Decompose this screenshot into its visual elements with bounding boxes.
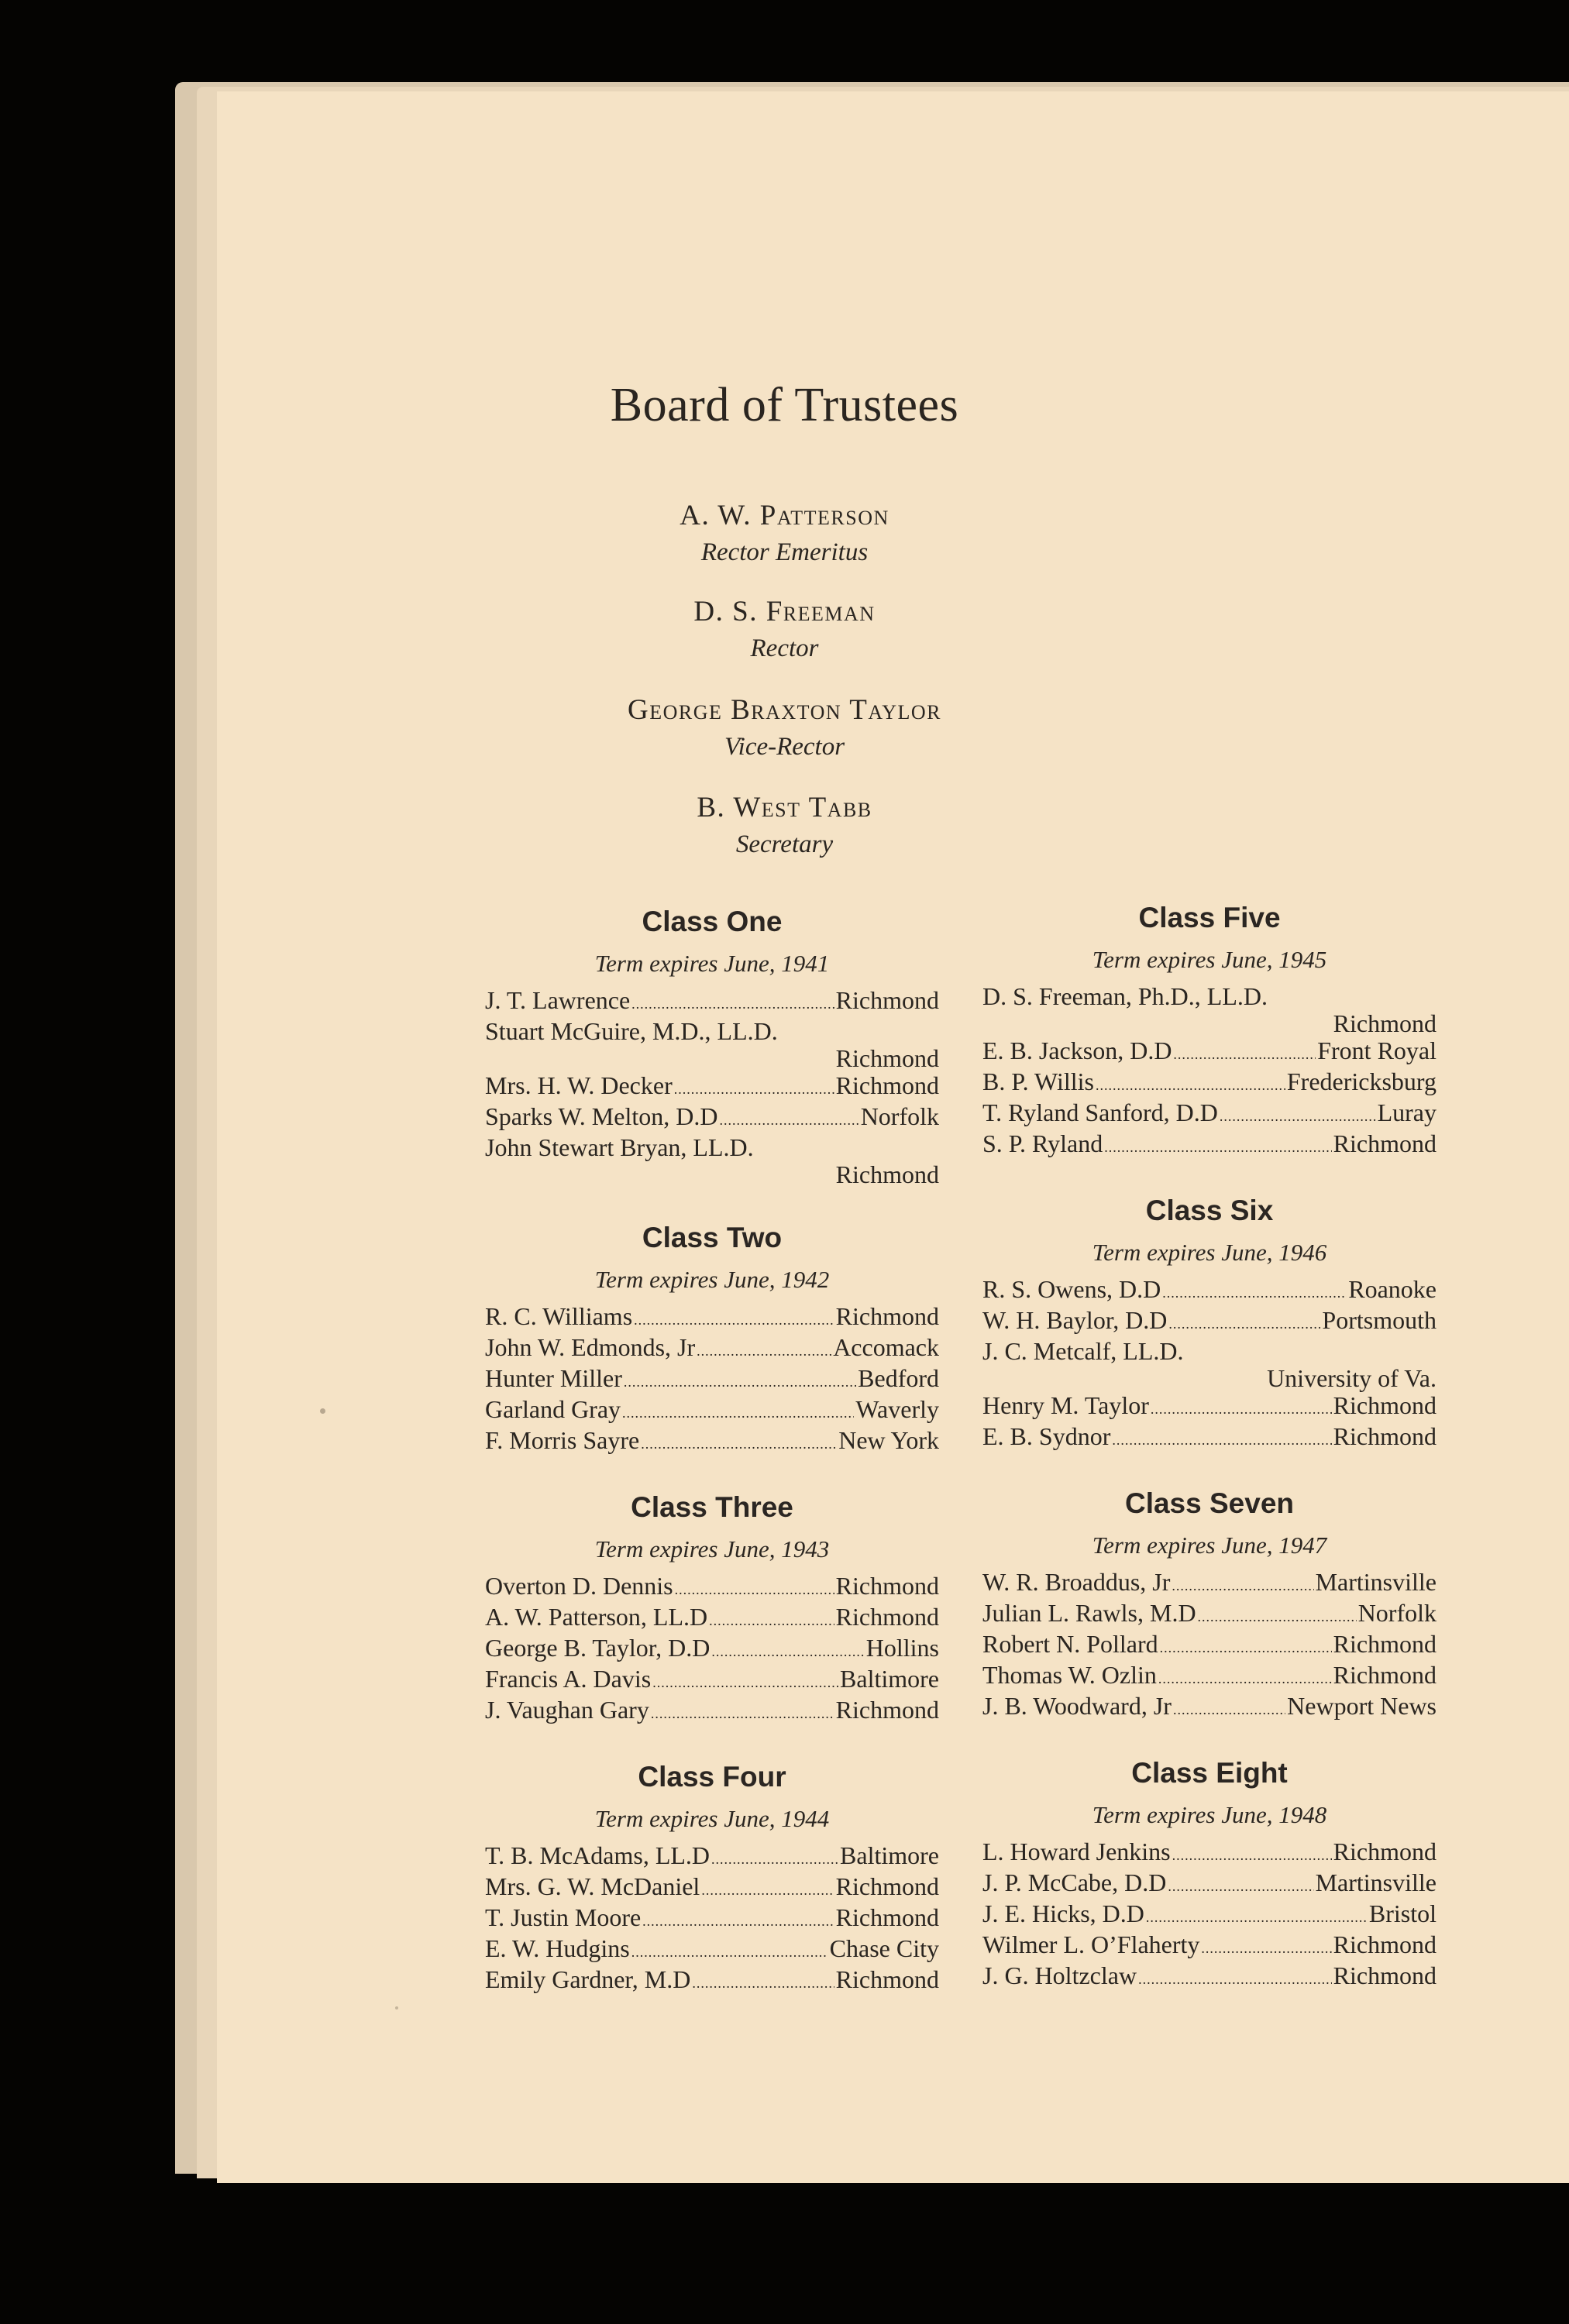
trustee-entry (982, 1130, 1437, 1161)
trustee-name: L. Howard Jenkins (982, 1838, 1171, 1865)
leader-dots (1158, 1666, 1332, 1693)
trustee-entry (485, 1873, 939, 1904)
trustee-entry (485, 1334, 939, 1365)
officer-secretary (0, 789, 1569, 862)
leader-dots (1220, 1103, 1376, 1130)
trustee-entry (485, 1966, 939, 1997)
class-title: Class Eight (1131, 1757, 1288, 1789)
trustee-class (982, 1189, 1437, 1454)
trustee-name: Henry M. Taylor (982, 1391, 1149, 1419)
leader-dots (1168, 1873, 1313, 1900)
trustee-name: J. P. McCabe, D.D (982, 1868, 1167, 1896)
trustee-name: George B. Taylor, D.D (485, 1634, 711, 1662)
trustee-entry (982, 1037, 1437, 1068)
trustee-location: Richmond (1333, 1661, 1437, 1689)
trustee-location: Martinsville (1315, 1868, 1437, 1896)
leader-dots (1162, 1280, 1347, 1307)
trustee-location: Luray (1377, 1098, 1437, 1126)
leader-dots (1172, 1842, 1332, 1869)
trustee-location: Richmond (1333, 1838, 1437, 1865)
leader-dots (631, 1939, 828, 1966)
leader-dots (1138, 1966, 1332, 1993)
leader-dots (641, 1431, 837, 1458)
trustee-location: New York (838, 1426, 939, 1454)
trustee-location: Richmond (835, 1872, 939, 1900)
leader-dots (701, 1877, 834, 1904)
trustee-name: J. B. Woodward, Jr (982, 1692, 1172, 1720)
trustee-entry (982, 1600, 1437, 1631)
trustee-entry (982, 1962, 1437, 1993)
leader-dots (692, 1970, 834, 1997)
class-term: Term expires June, 1948 (1092, 1801, 1327, 1828)
trustee-location: Norfolk (860, 1102, 939, 1130)
trustee-name: D. S. Freeman, Ph.D., LL.D. (982, 982, 1268, 1010)
trustee-entry (485, 1935, 939, 1966)
trustee-class (982, 1752, 1437, 1993)
leader-dots (719, 1107, 858, 1134)
trustee-entry (982, 1307, 1437, 1338)
trustee-class (982, 896, 1437, 1161)
trustee-name: S. P. Ryland (982, 1129, 1103, 1157)
trustee-entry (982, 1931, 1437, 1962)
trustee-entry (982, 1662, 1437, 1693)
trustee-location: Richmond (835, 1603, 939, 1631)
trustee-location: Chase City (829, 1934, 939, 1962)
trustee-entry (982, 1838, 1437, 1869)
trustee-location: Bedford (858, 1364, 939, 1392)
paper-speck (320, 1408, 325, 1414)
trustee-entry (982, 1900, 1437, 1931)
page-title: Board of Trustees (610, 379, 959, 431)
trustee-location: Richmond (1333, 1930, 1437, 1958)
trustee-entry (982, 1099, 1437, 1130)
leader-dots (1173, 1697, 1285, 1724)
trustee-entry (485, 1303, 939, 1334)
officer-role: Rector (750, 634, 819, 662)
trustee-location: Portsmouth (1322, 1306, 1437, 1334)
trustee-name: John W. Edmonds, Jr (485, 1333, 696, 1361)
trustee-entry (485, 1365, 939, 1396)
trustee-entry (485, 1842, 939, 1873)
trustee-location: Richmond (1333, 1961, 1437, 1989)
trustee-name: W. R. Broaddus, Jr (982, 1568, 1171, 1596)
trustee-location: Richmond (835, 1302, 939, 1330)
leader-dots (1146, 1904, 1368, 1931)
trustee-entry (982, 983, 1437, 1037)
trustee-entry (485, 1573, 939, 1604)
class-term: Term expires June, 1946 (1092, 1239, 1327, 1266)
trustee-location: Martinsville (1315, 1568, 1437, 1596)
class-term: Term expires June, 1945 (1092, 946, 1327, 973)
trustee-class (485, 1755, 939, 1997)
class-title: Class Four (638, 1761, 786, 1793)
trustee-name: Mrs. H. W. Decker (485, 1071, 673, 1099)
leader-dots (1198, 1604, 1357, 1631)
trustee-name: J. Vaughan Gary (485, 1696, 649, 1724)
trustee-location: Richmond (835, 1965, 939, 1993)
trustee-entry (982, 1068, 1437, 1099)
class-title: Class Three (631, 1491, 793, 1523)
trustee-name: John Stewart Bryan, LL.D. (485, 1133, 754, 1161)
trustee-location: Newport News (1287, 1692, 1437, 1720)
class-title: Class Two (642, 1222, 783, 1253)
trustee-name: Mrs. G. W. McDaniel (485, 1872, 700, 1900)
trustee-location: Richmond (1333, 1422, 1437, 1450)
leader-dots (652, 1669, 838, 1697)
trustee-entry (982, 1338, 1437, 1392)
trustee-location: Richmond (1333, 1630, 1437, 1658)
trustee-entry (485, 1904, 939, 1935)
trustee-name: Hunter Miller (485, 1364, 622, 1392)
trustee-location: Baltimore (840, 1665, 939, 1693)
class-title: Class Five (1138, 902, 1281, 933)
trustee-location: Richmond (835, 1696, 939, 1724)
class-title: Class One (642, 906, 783, 937)
trustee-name: E. W. Hudgins (485, 1934, 630, 1962)
officer-name: A. W. Patterson (680, 500, 889, 531)
trustee-location: Waverly (855, 1395, 939, 1423)
trustee-location: Richmond (1333, 1129, 1437, 1157)
trustee-entry (485, 1103, 939, 1134)
trustee-name: Stuart McGuire, M.D., LL.D. (485, 1017, 778, 1045)
officer-rector (0, 593, 1569, 666)
leader-dots (634, 1307, 834, 1334)
trustee-entry (982, 1276, 1437, 1307)
trustee-location: Richmond (835, 1572, 939, 1600)
leader-dots (697, 1338, 831, 1365)
trustee-location: University of Va. (1267, 1364, 1437, 1392)
trustee-entry (485, 1072, 939, 1103)
trustee-name: A. W. Patterson, LL.D (485, 1603, 708, 1631)
trustee-name: T. Ryland Sanford, D.D (982, 1098, 1218, 1126)
officer-role: Vice-Rector (724, 733, 845, 761)
trustee-entry (485, 1018, 939, 1072)
trustee-entry (485, 1396, 939, 1427)
trustee-entry (982, 1423, 1437, 1454)
trustee-location: Roanoke (1348, 1275, 1437, 1303)
trustee-name: E. B. Sydnor (982, 1422, 1111, 1450)
trustee-name: Overton D. Dennis (485, 1572, 673, 1600)
trustee-entry (982, 1569, 1437, 1600)
trustee-name: Robert N. Pollard (982, 1630, 1158, 1658)
trustee-name: J. T. Lawrence (485, 986, 631, 1014)
class-term: Term expires June, 1947 (1092, 1532, 1327, 1559)
leader-dots (1172, 1573, 1313, 1600)
leader-dots (1168, 1311, 1320, 1338)
paper-speck (395, 2006, 398, 2009)
trustee-location: Front Royal (1317, 1037, 1437, 1064)
trustee-location: Fredericksburg (1286, 1067, 1437, 1095)
trustee-entry (982, 1631, 1437, 1662)
leader-dots (709, 1607, 834, 1635)
trustee-class (485, 900, 939, 1188)
officer-vice-rector (0, 692, 1569, 765)
trustee-entry (485, 1666, 939, 1697)
trustee-name: R. C. Williams (485, 1302, 633, 1330)
trustee-class (485, 1216, 939, 1458)
trustee-entry (485, 1134, 939, 1188)
leader-dots (711, 1638, 864, 1666)
officer-name: George Braxton Taylor (627, 694, 941, 726)
officer-role: Rector Emeritus (700, 538, 869, 566)
trustee-name: W. H. Baylor, D.D (982, 1306, 1168, 1334)
leader-dots (622, 1400, 854, 1427)
trustee-name: J. G. Holtzclaw (982, 1961, 1137, 1989)
class-term: Term expires June, 1943 (594, 1535, 830, 1563)
trustee-name: Sparks W. Melton, D.D (485, 1102, 718, 1130)
leader-dots (1112, 1427, 1331, 1454)
trustee-location: Richmond (835, 1160, 939, 1188)
trustee-entry (485, 1635, 939, 1666)
trustee-name: Wilmer L. O’Flaherty (982, 1930, 1200, 1958)
class-term: Term expires June, 1944 (594, 1805, 830, 1832)
trustee-name: R. S. Owens, D.D (982, 1275, 1161, 1303)
classes-left-column (485, 900, 939, 2025)
trustee-location: Richmond (1333, 1391, 1437, 1419)
trustee-class (982, 1482, 1437, 1724)
leader-dots (675, 1576, 834, 1604)
leader-dots (674, 1076, 834, 1103)
trustee-entry (982, 1869, 1437, 1900)
trustee-name: Emily Gardner, M.D (485, 1965, 691, 1993)
trustee-name: J. E. Hicks, D.D (982, 1899, 1144, 1927)
trustee-entry (485, 1427, 939, 1458)
trustee-entry (982, 1693, 1437, 1724)
leader-dots (711, 1846, 838, 1873)
leader-dots (624, 1369, 856, 1396)
trustee-location: Richmond (1333, 1009, 1437, 1037)
trustee-name: Garland Gray (485, 1395, 621, 1423)
leader-dots (1201, 1935, 1331, 1962)
trustee-name: B. P. Willis (982, 1067, 1094, 1095)
trustee-name: J. C. Metcalf, LL.D. (982, 1337, 1184, 1365)
class-title: Class Seven (1124, 1487, 1295, 1519)
trustee-entry (485, 1697, 939, 1728)
trustee-name: T. Justin Moore (485, 1903, 642, 1931)
leader-dots (631, 991, 834, 1018)
leader-dots (1160, 1635, 1332, 1662)
officer-name: B. West Tabb (697, 792, 872, 823)
trustee-name: Julian L. Rawls, M.D (982, 1599, 1196, 1627)
trustee-location: Bristol (1368, 1899, 1437, 1927)
trustee-name: Thomas W. Ozlin (982, 1661, 1157, 1689)
leader-dots (1173, 1041, 1316, 1068)
trustee-entry (982, 1392, 1437, 1423)
trustee-location: Richmond (835, 1071, 939, 1099)
trustee-name: Francis A. Davis (485, 1665, 652, 1693)
trustee-name: F. Morris Sayre (485, 1426, 640, 1454)
trustee-name: E. B. Jackson, D.D (982, 1037, 1172, 1064)
trustee-entry (485, 987, 939, 1018)
trustee-location: Accomack (833, 1333, 939, 1361)
class-term: Term expires June, 1942 (594, 1266, 830, 1293)
officer-name: D. S. Freeman (693, 596, 876, 627)
officer-rector-emeritus (0, 497, 1569, 570)
class-term: Term expires June, 1941 (594, 950, 830, 977)
leader-dots (1096, 1072, 1285, 1099)
trustee-location: Baltimore (840, 1841, 939, 1869)
classes-right-column (982, 896, 1437, 2021)
trustee-class (485, 1486, 939, 1728)
leader-dots (1104, 1134, 1331, 1161)
trustee-location: Norfolk (1357, 1599, 1437, 1627)
leader-dots (1151, 1396, 1332, 1423)
leader-dots (642, 1908, 834, 1935)
trustee-name: T. B. McAdams, LL.D (485, 1841, 711, 1869)
trustee-location: Richmond (835, 986, 939, 1014)
officer-role: Secretary (735, 830, 834, 858)
trustee-location: Hollins (865, 1634, 939, 1662)
class-title: Class Six (1145, 1195, 1274, 1226)
trustee-location: Richmond (835, 1044, 939, 1072)
trustee-entry (485, 1604, 939, 1635)
trustee-location: Richmond (835, 1903, 939, 1931)
leader-dots (651, 1700, 834, 1728)
